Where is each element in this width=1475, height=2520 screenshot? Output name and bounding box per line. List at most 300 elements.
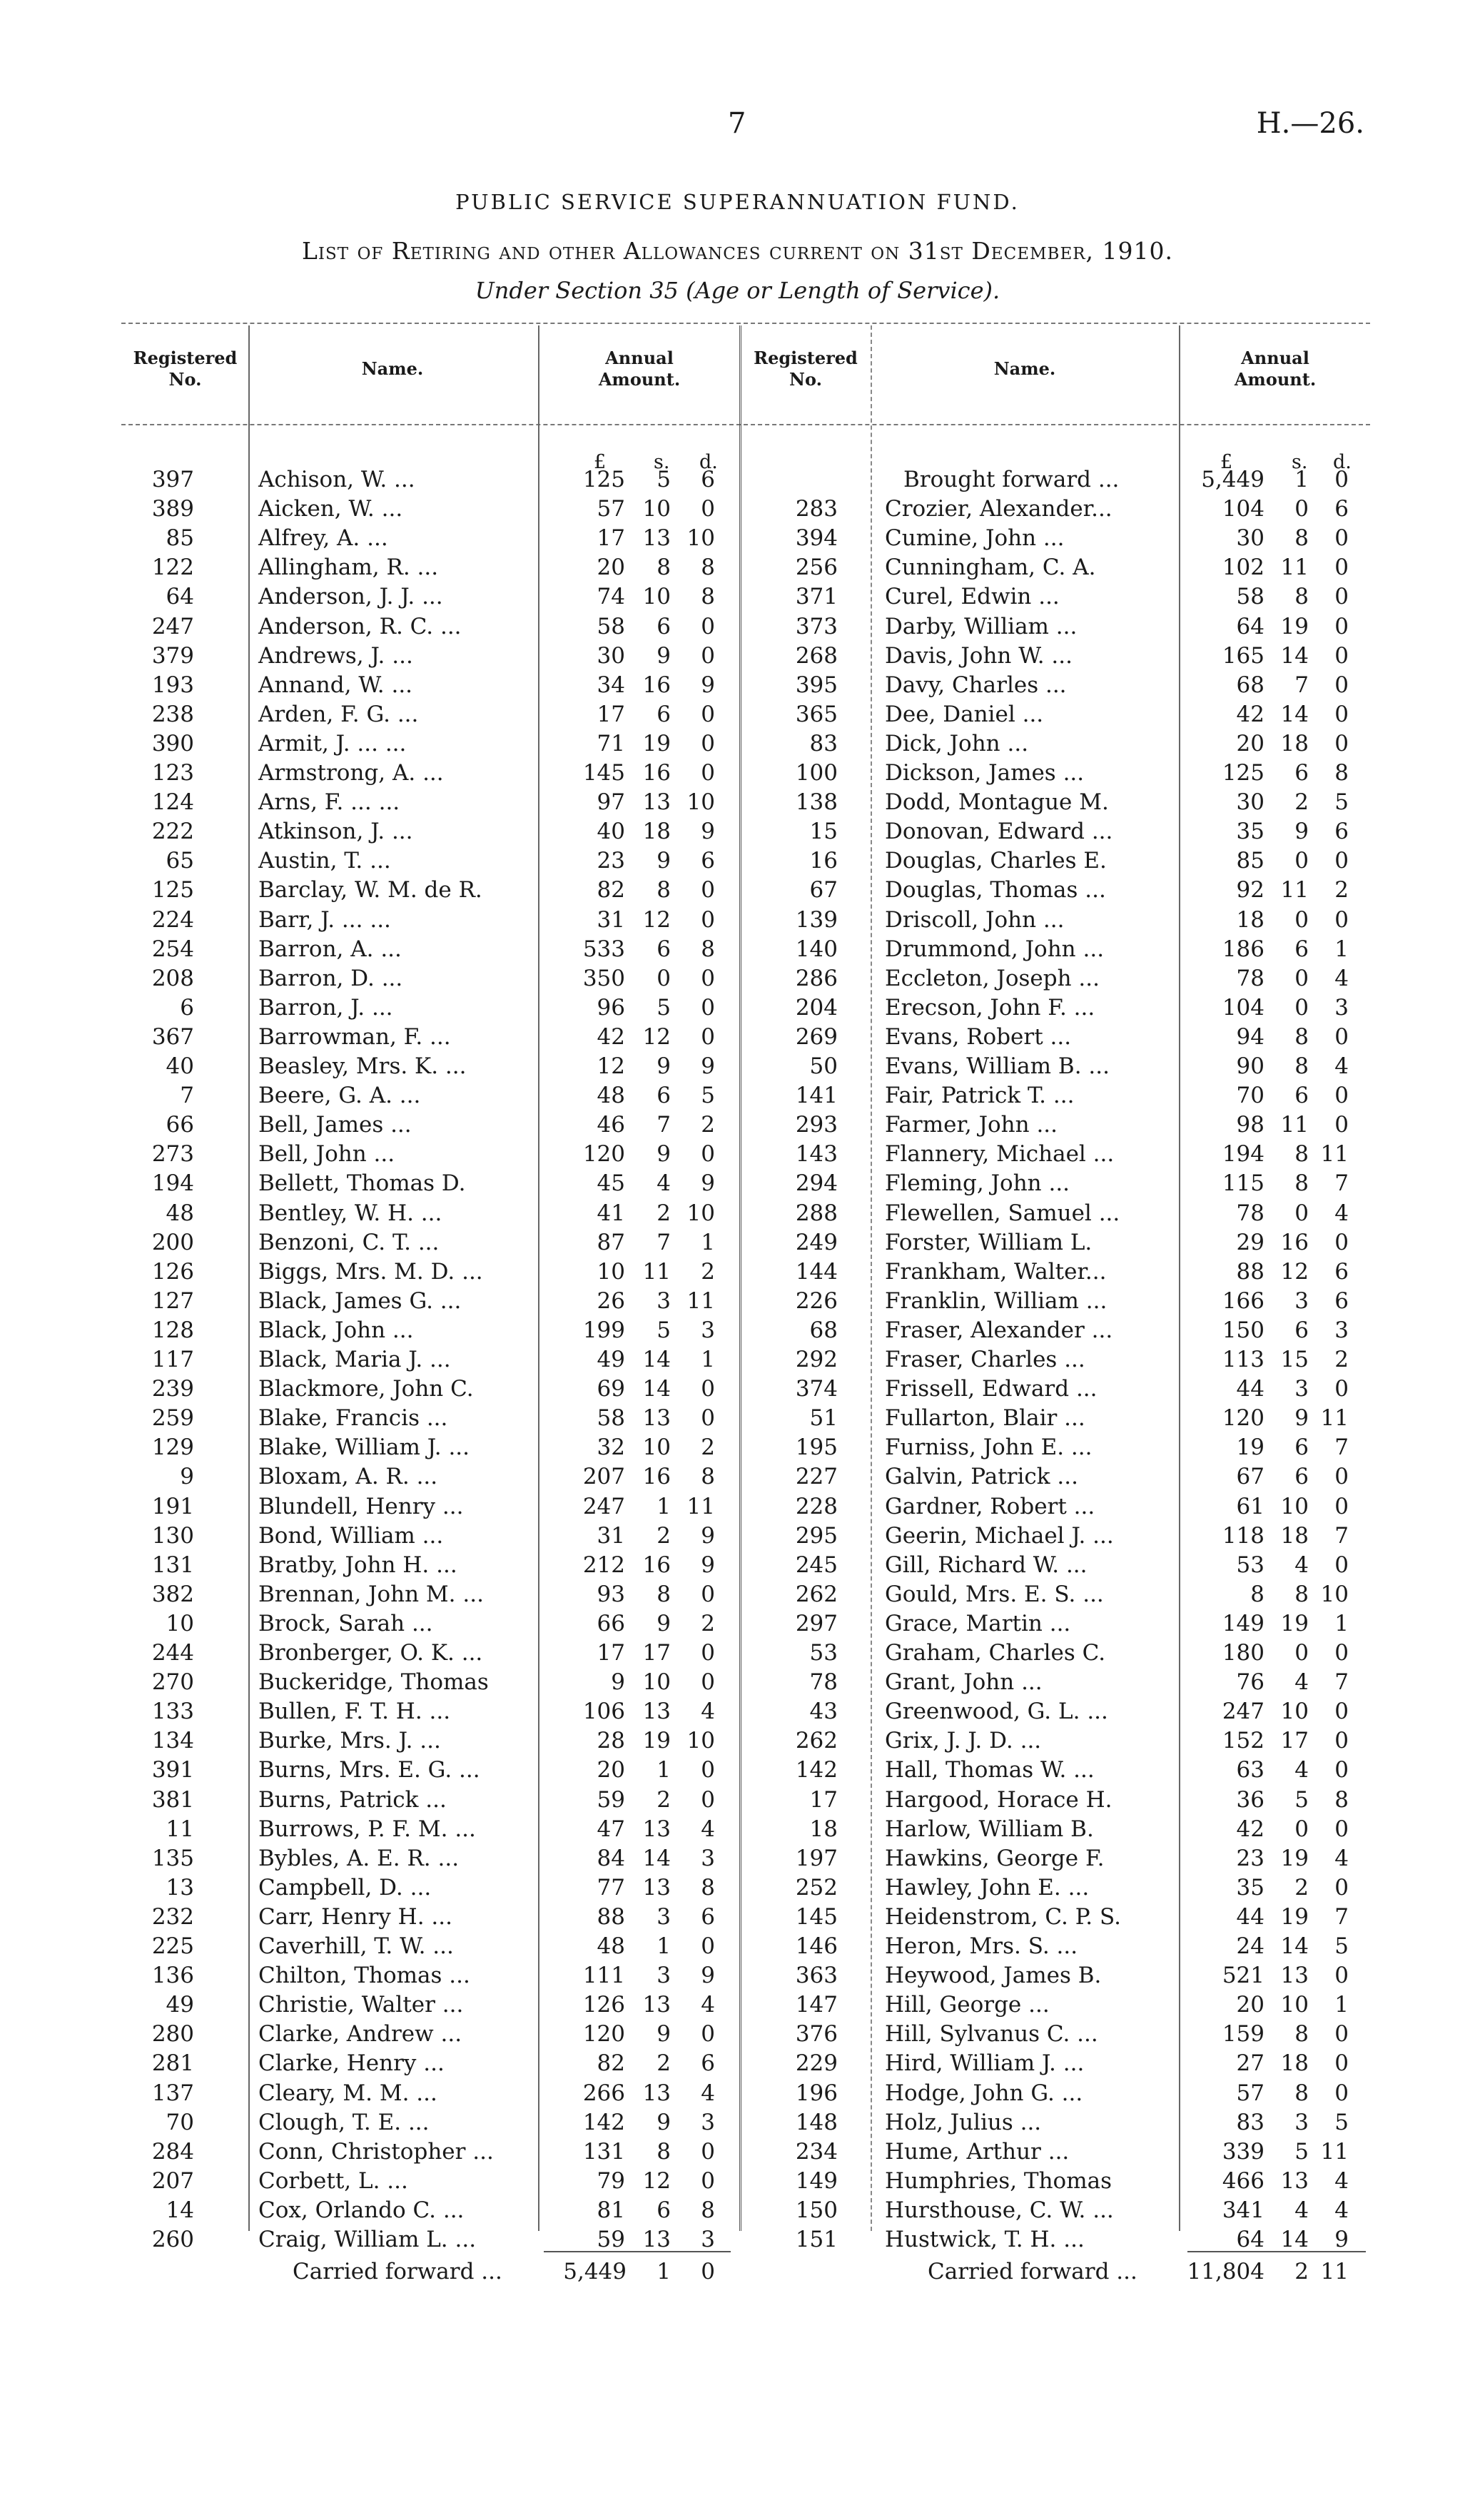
table-row [0, 582, 1475, 612]
amount-shillings: 5 [657, 1317, 671, 1343]
amount-shillings: 0 [1294, 848, 1309, 874]
registered-no: 363 [795, 1963, 838, 1989]
amount-pounds: 26 [597, 1287, 625, 1314]
registered-no: 394 [795, 525, 838, 552]
name: Bond, William ... [258, 1522, 444, 1549]
name: Fair, Patrick T. ... [885, 1083, 1075, 1109]
registered-no: 225 [151, 1933, 194, 1959]
amount-shillings: 8 [1294, 525, 1309, 552]
amount-pence: 3 [701, 1317, 715, 1343]
name: Arns, F. ... ... [258, 789, 400, 816]
name: Hill, George ... [885, 1992, 1050, 2018]
amount-pence: 0 [1334, 1493, 1349, 1519]
amount-shillings: 19 [1280, 1845, 1309, 1871]
amount-pence: 6 [1334, 1258, 1349, 1285]
registered-no: 379 [151, 642, 194, 669]
name: Gardner, Robert ... [885, 1493, 1095, 1519]
registered-no: 270 [151, 1669, 194, 1696]
amount-pence: 4 [1334, 2197, 1349, 2223]
name: Carr, Henry H. ... [258, 1903, 452, 1930]
amount-pounds: 83 [1236, 2109, 1264, 2135]
amount-pounds: 77 [597, 1874, 625, 1901]
carried-forward-shillings-right: 2 [1294, 2259, 1309, 2284]
amount-shillings: 4 [1294, 1757, 1309, 1783]
amount-shillings: 19 [1280, 613, 1309, 639]
header-annual-amount [541, 348, 738, 390]
name: Hume, Arthur ... [885, 2138, 1070, 2165]
amount-pounds: 115 [1222, 1170, 1264, 1197]
name: Greenwood, G. L. ... [885, 1699, 1108, 1725]
amount-shillings: 6 [1294, 1434, 1309, 1461]
amount-pence: 4 [701, 1699, 715, 1725]
registered-no: 249 [795, 1229, 838, 1255]
table-row [0, 1081, 1475, 1110]
amount-pounds: 81 [597, 2197, 625, 2223]
amount-shillings: 13 [642, 2227, 671, 2252]
registered-no: 262 [795, 1728, 838, 1754]
registered-no: 138 [795, 789, 838, 816]
amount-shillings: 3 [1294, 2109, 1309, 2135]
amount-pounds: 44 [1236, 1376, 1264, 1402]
table-row [0, 1462, 1475, 1492]
amount-shillings: 13 [642, 2080, 671, 2106]
name: Graham, Charles C. [885, 1640, 1106, 1666]
amount-pounds: 85 [1236, 848, 1264, 874]
registered-no: 7 [180, 1083, 194, 1109]
amount-pence: 3 [701, 2227, 715, 2252]
amount-shillings: 18 [1280, 730, 1309, 756]
name: Evans, William B. ... [885, 1053, 1110, 1079]
name: Blake, Francis ... [258, 1405, 448, 1432]
amount-pence: 0 [1334, 555, 1349, 581]
name: Hird, William J. ... [885, 2050, 1085, 2077]
name: Cunningham, C. A. [885, 555, 1096, 581]
brought-forward-label: Brought forward ... [903, 467, 1120, 492]
table-row [0, 846, 1475, 876]
amount-shillings: 6 [657, 2197, 671, 2223]
amount-pence: 6 [1334, 819, 1349, 845]
amount-pounds: 341 [1222, 2197, 1264, 2223]
table-row [0, 1345, 1475, 1375]
registered-no: 131 [151, 1552, 194, 1578]
name: Gill, Richard W. ... [885, 1552, 1088, 1578]
name: Anderson, R. C. ... [258, 613, 462, 639]
amount-pence: 8 [701, 1874, 715, 1901]
registered-no: 11 [166, 1816, 194, 1842]
name: Davy, Charles ... [885, 672, 1067, 698]
registered-no: 197 [795, 1845, 838, 1871]
table-row [0, 495, 1475, 524]
registered-no: 295 [795, 1522, 838, 1549]
unit-shillings-right: s. [1292, 451, 1308, 473]
amount-pence: 8 [1334, 1786, 1349, 1813]
name: Barclay, W. M. de R. [258, 877, 482, 904]
amount-pounds: 533 [582, 936, 625, 962]
registered-no: 148 [795, 2109, 838, 2135]
name: Blake, William J. ... [258, 1434, 470, 1461]
name: Frissell, Edward ... [885, 1376, 1098, 1402]
amount-shillings: 3 [1294, 1376, 1309, 1402]
amount-pounds: 106 [582, 1699, 625, 1725]
registered-no: 191 [151, 1493, 194, 1519]
registered-no: 293 [795, 1112, 838, 1138]
amount-pounds: 82 [597, 2050, 625, 2077]
name: Burns, Mrs. E. G. ... [258, 1757, 480, 1783]
amount-pounds: 165 [1222, 642, 1264, 669]
registered-no: 234 [795, 2138, 838, 2165]
amount-shillings: 7 [657, 1229, 671, 1255]
amount-pence: 10 [686, 1200, 715, 1226]
amount-shillings: 18 [642, 819, 671, 845]
header-amount-line1: Annual [605, 348, 674, 368]
amount-pence: 0 [701, 877, 715, 904]
amount-shillings: 9 [657, 2021, 671, 2048]
header-amount-line1-right: Annual [1241, 348, 1309, 368]
amount-pence: 0 [1334, 613, 1349, 639]
table-row [0, 1228, 1475, 1258]
name: Caverhill, T. W. ... [258, 1933, 454, 1959]
table-row [0, 671, 1475, 700]
registered-no: 124 [151, 789, 194, 816]
brought-forward-shillings: 1 [1294, 467, 1309, 492]
amount-pounds: 42 [1236, 1816, 1264, 1842]
amount-shillings: 19 [1280, 1610, 1309, 1636]
amount-pounds: 166 [1222, 1287, 1264, 1314]
registered-no: 195 [795, 1434, 838, 1461]
registered-no: 143 [795, 1141, 838, 1168]
name: Dickson, James ... [885, 760, 1085, 786]
amount-shillings: 0 [1294, 1200, 1309, 1226]
name: Allingham, R. ... [258, 555, 439, 581]
registered-no: 48 [166, 1200, 194, 1226]
table-row [0, 1786, 1475, 1815]
registered-no: 391 [151, 1757, 194, 1783]
header-bottom-rule [121, 424, 1370, 425]
registered-no: 135 [151, 1845, 194, 1871]
amount-pence: 0 [701, 1669, 715, 1696]
amount-shillings: 15 [1280, 1347, 1309, 1372]
amount-shillings: 8 [657, 555, 671, 581]
name: Douglas, Charles E. [885, 848, 1107, 874]
amount-shillings: 7 [657, 1112, 671, 1138]
registered-no: 204 [795, 994, 838, 1021]
registered-no: 70 [166, 2109, 194, 2135]
amount-pence: 1 [1334, 1610, 1349, 1636]
amount-shillings: 13 [1280, 1963, 1309, 1989]
name: Bybles, A. E. R. ... [258, 1845, 460, 1871]
amount-pounds: 113 [1222, 1347, 1264, 1372]
amount-pounds: 59 [597, 1786, 625, 1813]
header-registered-no [123, 348, 248, 390]
name: Armstrong, A. ... [258, 760, 444, 786]
table-row [0, 1551, 1475, 1580]
registered-no: 226 [795, 1287, 838, 1314]
name: Grace, Martin ... [885, 1610, 1071, 1636]
amount-pounds: 97 [597, 789, 625, 816]
amount-pence: 0 [701, 2138, 715, 2165]
registered-no: 140 [795, 936, 838, 962]
amount-pence: 0 [1334, 642, 1349, 669]
registered-no: 85 [166, 525, 194, 552]
amount-pence: 4 [1334, 965, 1349, 991]
amount-pence: 10 [686, 1728, 715, 1754]
registered-no: 136 [151, 1963, 194, 1989]
amount-pounds: 266 [582, 2080, 625, 2106]
name: Farmer, John ... [885, 1112, 1058, 1138]
amount-pounds: 63 [1236, 1757, 1264, 1783]
amount-shillings: 2 [657, 1786, 671, 1813]
registered-no: 129 [151, 1434, 194, 1461]
table-row [0, 1844, 1475, 1873]
table-row [0, 1169, 1475, 1198]
registered-no: 376 [795, 2021, 838, 2048]
registered-no: 78 [809, 1669, 838, 1696]
amount-pence: 0 [701, 965, 715, 991]
registered-no: 283 [795, 496, 838, 522]
amount-pounds: 79 [597, 2167, 625, 2194]
amount-pence: 0 [1334, 672, 1349, 698]
amount-pence: 6 [1334, 1287, 1349, 1314]
registered-no: 244 [151, 1640, 194, 1666]
amount-shillings: 16 [642, 672, 671, 698]
amount-pence: 9 [701, 1552, 715, 1578]
amount-shillings: 0 [1294, 496, 1309, 522]
amount-shillings: 16 [642, 1464, 671, 1490]
amount-pounds: 35 [1236, 1874, 1264, 1901]
amount-shillings: 8 [1294, 1141, 1309, 1168]
name: Geerin, Michael J. ... [885, 1522, 1114, 1549]
amount-shillings: 19 [1280, 1903, 1309, 1930]
registered-no: 395 [795, 672, 838, 698]
amount-pence: 8 [701, 936, 715, 962]
amount-pounds: 78 [1236, 1200, 1264, 1226]
page-reference: H.—26. [1256, 107, 1364, 140]
table-row [0, 1522, 1475, 1551]
amount-shillings: 18 [1280, 2050, 1309, 2077]
amount-pounds: 48 [597, 1083, 625, 1109]
amount-shillings: 14 [1280, 2227, 1309, 2252]
amount-pence: 1 [1334, 936, 1349, 962]
amount-shillings: 3 [657, 1903, 671, 1930]
amount-pounds: 67 [1236, 1464, 1264, 1490]
amount-pounds: 186 [1222, 936, 1264, 962]
amount-pounds: 142 [582, 2109, 625, 2135]
amount-pounds: 10 [597, 1258, 625, 1285]
registered-no: 227 [795, 1464, 838, 1490]
amount-shillings: 10 [1280, 1493, 1309, 1519]
amount-shillings: 4 [1294, 1669, 1309, 1696]
registered-no: 280 [151, 2021, 194, 2048]
amount-pence: 9 [1334, 2227, 1349, 2252]
registered-no: 16 [809, 848, 838, 874]
amount-pence: 7 [1334, 1434, 1349, 1461]
amount-shillings: 4 [657, 1170, 671, 1197]
header-name-right: Name. [993, 358, 1056, 379]
name: Barron, D. ... [258, 965, 403, 991]
name: Cumine, John ... [885, 525, 1065, 552]
amount-pence: 1 [701, 1347, 715, 1372]
name: Hall, Thomas W. ... [885, 1757, 1095, 1783]
registered-no: 268 [795, 642, 838, 669]
amount-shillings: 0 [1294, 906, 1309, 933]
amount-pounds: 521 [1222, 1963, 1264, 1989]
amount-pence: 0 [1334, 1023, 1349, 1050]
amount-shillings: 13 [642, 525, 671, 552]
name: Burns, Patrick ... [258, 1786, 447, 1813]
amount-shillings: 6 [657, 936, 671, 962]
amount-pence: 0 [1334, 2021, 1349, 2048]
amount-pounds: 17 [597, 701, 625, 727]
total-rule-right [1187, 2251, 1366, 2252]
name: Armit, J. ... ... [258, 730, 407, 756]
table-row [0, 2196, 1475, 2225]
amount-shillings: 2 [657, 2050, 671, 2077]
amount-pence: 8 [701, 555, 715, 581]
table-row [0, 993, 1475, 1023]
amount-pence: 0 [1334, 848, 1349, 874]
amount-pence: 6 [701, 1903, 715, 1930]
amount-pounds: 120 [1222, 1405, 1264, 1432]
name: Blundell, Henry ... [258, 1493, 464, 1519]
table-row [0, 524, 1475, 553]
amount-shillings: 8 [1294, 1053, 1309, 1079]
amount-pounds: 20 [597, 555, 625, 581]
amount-shillings: 10 [642, 584, 671, 610]
amount-pounds: 199 [582, 1317, 625, 1343]
amount-pence: 4 [701, 2080, 715, 2106]
amount-pence: 0 [701, 1640, 715, 1666]
table-row [0, 1492, 1475, 1522]
amount-shillings: 3 [657, 1963, 671, 1989]
amount-pounds: 30 [1236, 789, 1264, 816]
name: Darby, William ... [885, 613, 1078, 639]
amount-pounds: 57 [597, 496, 625, 522]
page-number: 7 [728, 107, 746, 140]
amount-pence: 0 [1334, 1963, 1349, 1989]
amount-pence: 7 [1334, 1522, 1349, 1549]
name: Atkinson, J. ... [258, 819, 413, 845]
registered-no: 297 [795, 1610, 838, 1636]
registered-no: 281 [151, 2050, 194, 2077]
name: Bratby, John H. ... [258, 1552, 457, 1578]
amount-shillings: 13 [642, 1405, 671, 1432]
amount-pounds: 29 [1236, 1229, 1264, 1255]
amount-pence: 0 [701, 1376, 715, 1402]
unit-pounds: £ [594, 451, 607, 473]
header-registered-no-right [742, 348, 869, 390]
amount-pounds: 102 [1222, 555, 1264, 581]
amount-shillings: 8 [657, 877, 671, 904]
name: Hodge, John G. ... [885, 2080, 1083, 2106]
name: Flewellen, Samuel ... [885, 1200, 1120, 1226]
registered-no: 67 [809, 877, 838, 904]
name: Alfrey, A. ... [258, 525, 388, 552]
name: Buckeridge, Thomas [258, 1669, 489, 1696]
name: Fleming, John ... [885, 1170, 1070, 1197]
name: Bentley, W. H. ... [258, 1200, 442, 1226]
amount-pence: 11 [1320, 2138, 1349, 2165]
table-row [0, 1316, 1475, 1345]
table-row [0, 1903, 1475, 1932]
registered-no: 40 [166, 1053, 194, 1079]
name: Barr, J. ... ... [258, 906, 391, 933]
amount-shillings: 9 [1294, 1405, 1309, 1432]
name: Hustwick, T. H. ... [885, 2227, 1085, 2252]
amount-shillings: 5 [1294, 2138, 1309, 2165]
brought-forward-pence: 0 [1334, 467, 1349, 492]
name: Craig, William L. ... [258, 2227, 477, 2252]
name: Hawley, John E. ... [885, 1874, 1090, 1901]
amount-shillings: 12 [1280, 1258, 1309, 1285]
amount-shillings: 13 [642, 789, 671, 816]
amount-pounds: 23 [1236, 1845, 1264, 1871]
amount-pence: 11 [686, 1287, 715, 1314]
registered-no: 292 [795, 1347, 838, 1372]
document-title: PUBLIC SERVICE SUPERANNUATION FUND. [455, 190, 1020, 214]
table-row [0, 1639, 1475, 1668]
amount-shillings: 8 [1294, 2021, 1309, 2048]
amount-shillings: 9 [657, 642, 671, 669]
amount-pounds: 82 [597, 877, 625, 904]
name: Achison, W. ... [258, 467, 415, 492]
amount-pence: 9 [701, 672, 715, 698]
registered-no: 142 [795, 1757, 838, 1783]
amount-shillings: 5 [657, 994, 671, 1021]
registered-no: 286 [795, 965, 838, 991]
carried-forward-shillings-left: 1 [657, 2259, 671, 2284]
amount-pence: 11 [686, 1493, 715, 1519]
amount-pence: 8 [701, 1464, 715, 1490]
amount-pounds: 68 [1236, 672, 1264, 698]
amount-pounds: 19 [1236, 1434, 1264, 1461]
registered-no: 141 [795, 1083, 838, 1109]
amount-shillings: 14 [642, 1376, 671, 1402]
amount-shillings: 1 [657, 1757, 671, 1783]
table-row [0, 729, 1475, 759]
table-row [0, 1697, 1475, 1726]
amount-shillings: 3 [657, 1287, 671, 1314]
amount-pounds: 104 [1222, 496, 1264, 522]
name: Hargood, Horace H. [885, 1786, 1112, 1813]
amount-pounds: 46 [597, 1112, 625, 1138]
amount-pounds: 339 [1222, 2138, 1264, 2165]
amount-pence: 0 [701, 1786, 715, 1813]
amount-pence: 2 [701, 1258, 715, 1285]
amount-shillings: 7 [1294, 672, 1309, 698]
amount-shillings: 8 [1294, 2080, 1309, 2106]
amount-pounds: 17 [597, 1640, 625, 1666]
amount-shillings: 6 [657, 701, 671, 727]
amount-pounds: 66 [597, 1610, 625, 1636]
amount-pounds: 57 [1236, 2080, 1264, 2106]
registered-no: 193 [151, 672, 194, 698]
name: Galvin, Patrick ... [885, 1464, 1078, 1490]
name: Clarke, Henry ... [258, 2050, 445, 2077]
amount-shillings: 14 [1280, 701, 1309, 727]
name: Brock, Sarah ... [258, 1610, 433, 1636]
table-row [0, 1375, 1475, 1404]
document-subtitle: List of Retiring and other Allowances current on 31st December, 1910. [301, 237, 1173, 265]
name: Bell, James ... [258, 1112, 412, 1138]
name: Driscoll, John ... [885, 906, 1065, 933]
registered-no: 144 [795, 1258, 838, 1285]
amount-pounds: 45 [597, 1170, 625, 1197]
name: Hawkins, George F. [885, 1845, 1105, 1871]
amount-shillings: 4 [1294, 1552, 1309, 1578]
registered-no: 51 [809, 1405, 838, 1432]
name: Franklin, William ... [885, 1287, 1107, 1314]
table-row [0, 2020, 1475, 2049]
